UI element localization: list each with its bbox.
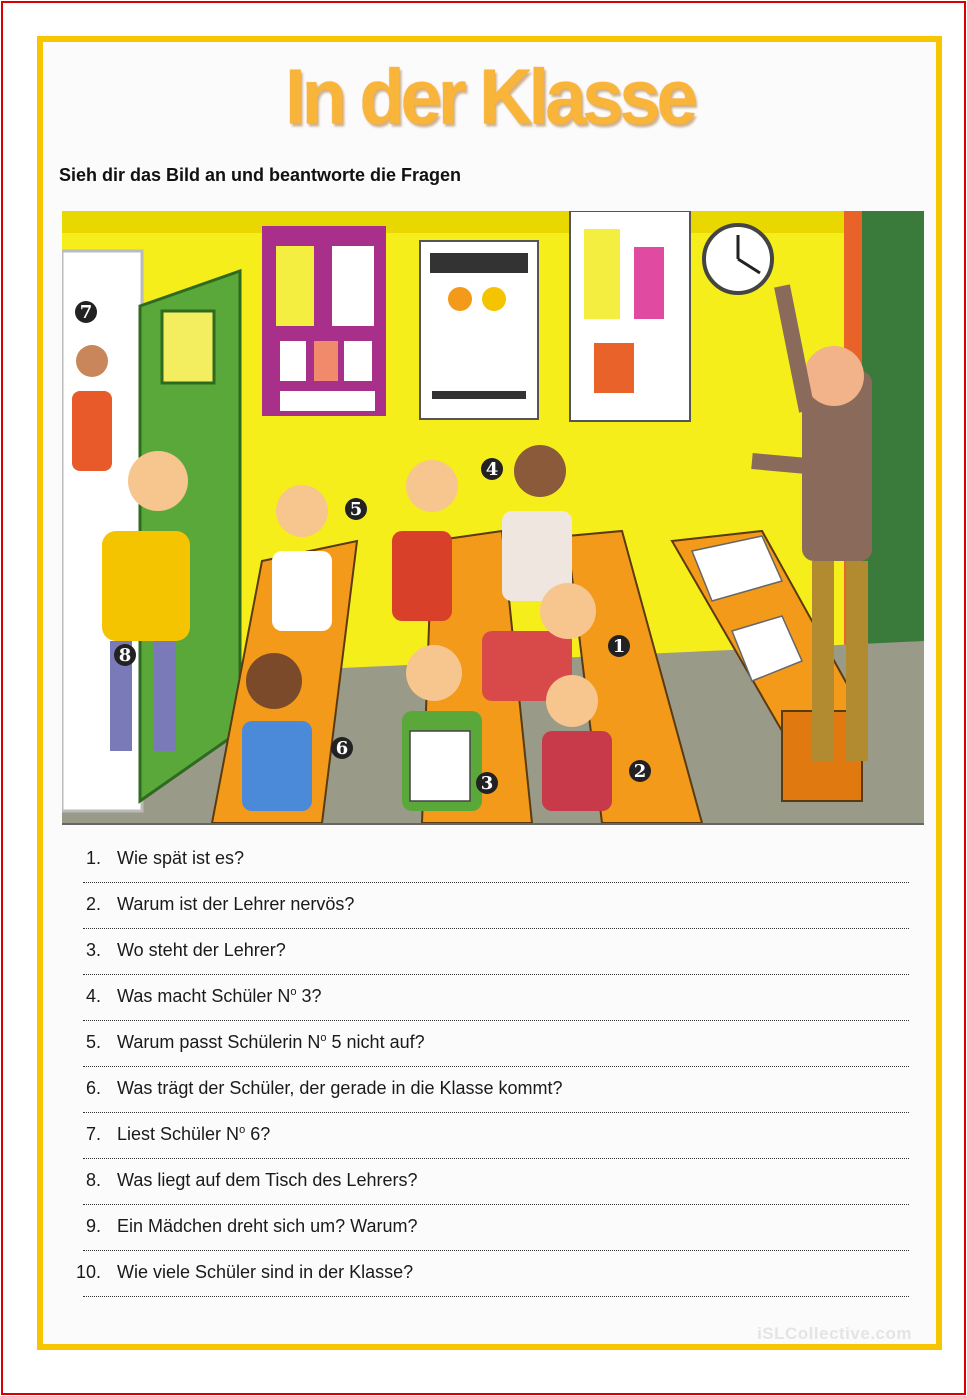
question-text: Ein Mädchen dreht sich um? Warum? <box>117 1216 418 1236</box>
question-number: 2. <box>85 894 101 914</box>
marker-4: 4 <box>485 459 499 480</box>
question-5 <box>69 1032 909 1078</box>
worksheet-title: In der Klasse <box>285 52 694 141</box>
question-number: 1. <box>85 848 101 868</box>
instruction-text: Sieh dir das Bild an und beantworte die Fragen <box>59 165 462 185</box>
question-text: Wo steht der Lehrer? <box>117 940 286 960</box>
question-number: 6. <box>85 1078 101 1098</box>
question-6 <box>69 1078 909 1124</box>
marker-7: 7 <box>79 302 93 323</box>
question-7 <box>69 1124 909 1170</box>
question-number: 9. <box>85 1216 101 1236</box>
question-10 <box>69 1262 909 1308</box>
answer-line[interactable] <box>83 928 909 929</box>
classroom-illustration <box>62 211 924 825</box>
answer-line[interactable] <box>83 1066 909 1067</box>
question-3 <box>69 940 909 986</box>
marker-8: 8 <box>118 645 132 666</box>
question-text: Warum ist der Lehrer nervös? <box>117 894 355 914</box>
marker-5: 5 <box>349 499 363 520</box>
question-text: Wie viele Schüler sind in der Klasse? <box>117 1262 414 1282</box>
answer-line[interactable] <box>83 1158 909 1159</box>
question-number: 5. <box>85 1032 101 1052</box>
question-text: Warum passt Schülerin $N^o$ 5 nicht auf? <box>117 1032 425 1052</box>
watermark: iSLCollective.com <box>757 1324 912 1343</box>
question-text: Was liegt auf dem Tisch des Lehrers? <box>117 1170 418 1190</box>
question-number: 4. <box>85 986 101 1006</box>
answer-line[interactable] <box>83 974 909 975</box>
question-number: 7. <box>85 1124 101 1144</box>
question-9 <box>69 1216 909 1262</box>
answer-line[interactable] <box>83 882 909 883</box>
answer-line[interactable] <box>83 1020 909 1021</box>
answer-line[interactable] <box>83 1112 909 1113</box>
question-text: Was trägt der Schüler, der gerade in die Klasse kommt? <box>117 1078 563 1098</box>
worksheet-frame <box>37 36 942 1350</box>
question-text: Was macht Schüler $N^o$ 3? <box>117 986 322 1006</box>
marker-1: 1 <box>612 636 626 657</box>
question-text: Wie spät ist es? <box>117 848 245 868</box>
question-number: 10. <box>75 1262 101 1282</box>
answer-line[interactable] <box>83 1296 909 1297</box>
question-number: 3. <box>85 940 101 960</box>
question-8 <box>69 1170 909 1216</box>
answer-line[interactable] <box>83 1250 909 1251</box>
question-4 <box>69 986 909 1032</box>
marker-2: 2 <box>633 761 647 782</box>
marker-6: 6 <box>335 738 349 759</box>
question-1 <box>69 848 909 894</box>
answer-line[interactable] <box>83 1204 909 1205</box>
question-text: Liest Schüler $N^o$ 6? <box>117 1124 271 1144</box>
marker-3: 3 <box>480 773 494 794</box>
question-number: 8. <box>85 1170 101 1190</box>
question-2 <box>69 894 909 940</box>
